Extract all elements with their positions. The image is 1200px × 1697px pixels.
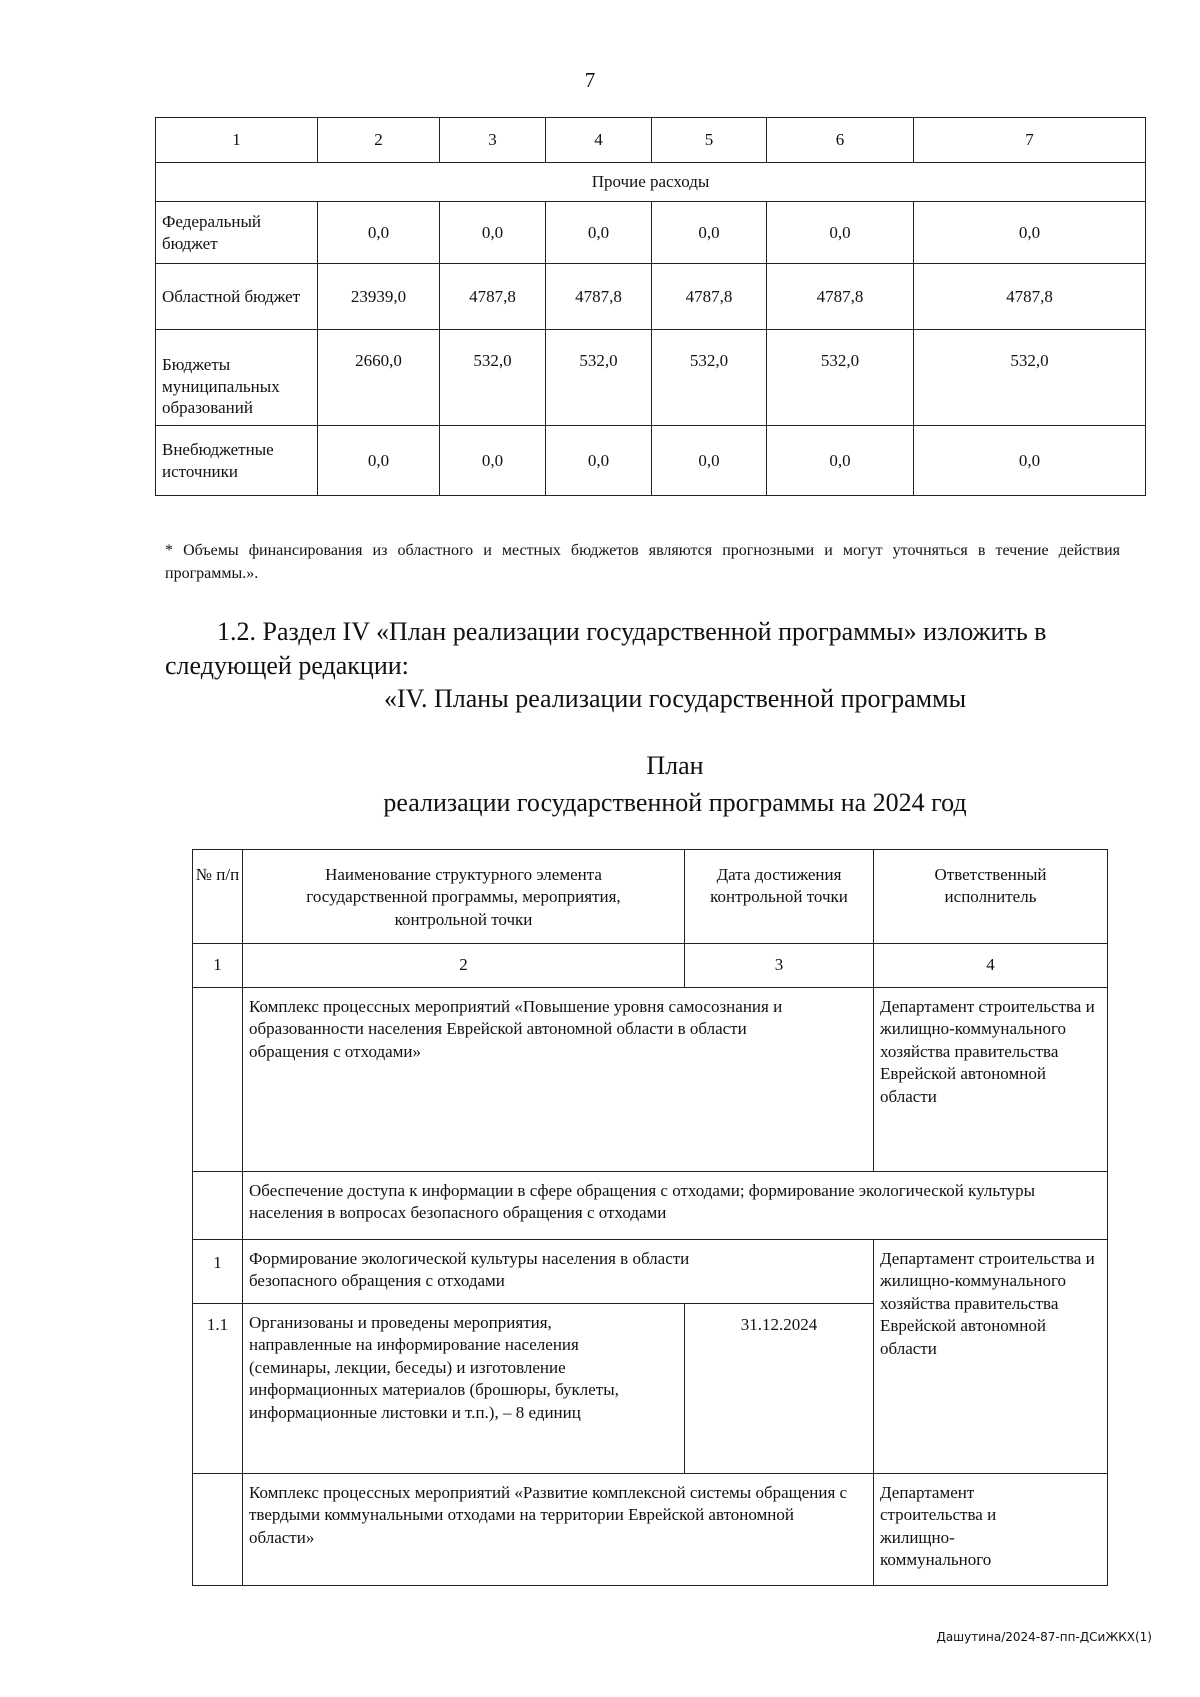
- col-number-row: [193, 944, 1108, 988]
- col-header: 2: [318, 118, 440, 163]
- amendment-paragraph: [165, 615, 1125, 683]
- table-header-row: [156, 118, 1146, 163]
- footnote: * Объемы финансирования из областного и местных бюджетов являются прогнозными и могут уточняться в течение действия программы.».: [165, 542, 1120, 582]
- cell-value: 0,0: [914, 426, 1146, 496]
- row-number: 1: [193, 1240, 243, 1304]
- table-row: [156, 330, 1146, 426]
- executor: Департамент строительства и жилищно-коммунального хозяйства правительства Еврейской автономной области: [874, 988, 1108, 1172]
- col-header-name: Наименование структурного элемента государственной программы, мероприятия, контрольной точки: [243, 850, 685, 944]
- cell-value: 0,0: [440, 202, 546, 264]
- table-row: [156, 264, 1146, 330]
- cell-value: 4787,8: [767, 264, 914, 330]
- cell-value: 532,0: [440, 330, 546, 426]
- col-number: 4: [874, 944, 1108, 988]
- col-header-number: № п/п: [193, 850, 243, 944]
- table-header-row: [193, 850, 1108, 944]
- col-header: 1: [156, 118, 318, 163]
- paragraph-text: 1.2. Раздел IV «План реализации государственной программы» изложить в следующей редакции:: [165, 617, 1047, 680]
- item-name: Организованы и проведены мероприятия, направленные на информирование населения (семинары, лекции, беседы) и изготовление информационных материалов (брошюры, буклеты, информационные листовки и т.п.), – 8 единиц: [243, 1304, 685, 1474]
- complex-name: Комплекс процессных мероприятий «Развитие комплексной системы обращения с твердыми коммунальными отходами на территории Еврейской автономной области»: [243, 1474, 874, 1586]
- executor: Департамент строительства и жилищно-коммунального: [874, 1474, 1108, 1586]
- item-name: Формирование экологической культуры населения в области безопасного обращения с отходами: [243, 1240, 874, 1304]
- cell-value: 4787,8: [914, 264, 1146, 330]
- row-label: Внебюджетные источники: [156, 426, 318, 496]
- plan-table: [192, 849, 1108, 1586]
- row-number: 1.1: [193, 1304, 243, 1474]
- col-number: 3: [685, 944, 874, 988]
- col-header: 7: [914, 118, 1146, 163]
- col-header-date: Дата достижения контрольной точки: [685, 850, 874, 944]
- cell-value: 0,0: [767, 426, 914, 496]
- table-row: [193, 988, 1108, 1172]
- cell-value: 0,0: [652, 202, 767, 264]
- cell-value: 0,0: [652, 426, 767, 496]
- plan-title-line-2: реализации государственной программы на 2024 год: [383, 787, 967, 817]
- cell-value: 0,0: [546, 202, 652, 264]
- page-number: 7: [584, 68, 596, 92]
- cell-value: 0,0: [914, 202, 1146, 264]
- section-row: [156, 163, 1146, 202]
- row-label: Бюджеты муниципальных образований: [156, 330, 318, 426]
- cell-value: 0,0: [440, 426, 546, 496]
- cell-value: 0,0: [546, 426, 652, 496]
- funding-table: [155, 117, 1146, 496]
- cell-value: 0,0: [318, 202, 440, 264]
- col-header: 6: [767, 118, 914, 163]
- table-row: [156, 426, 1146, 496]
- control-date: 31.12.2024: [685, 1304, 874, 1474]
- table-row: [156, 202, 1146, 264]
- col-header: 4: [546, 118, 652, 163]
- table-row: [193, 1172, 1108, 1240]
- col-number: 2: [243, 944, 685, 988]
- cell-value: 0,0: [318, 426, 440, 496]
- cell-value: 532,0: [914, 330, 1146, 426]
- cell-value: 4787,8: [440, 264, 546, 330]
- cell-value: 0,0: [767, 202, 914, 264]
- cell-value: 2660,0: [318, 330, 440, 426]
- row-label: Областной бюджет: [156, 264, 318, 330]
- plan-title: [165, 748, 1125, 822]
- cell-value: 532,0: [652, 330, 767, 426]
- plan-title-line-1: План: [646, 751, 704, 780]
- cell-value: 4787,8: [546, 264, 652, 330]
- cell-value: 23939,0: [318, 264, 440, 330]
- complex-name: Комплекс процессных мероприятий «Повышение уровня самосознания и образованности населения Еврейской автономной области в области обращения с отходами»: [243, 988, 874, 1172]
- col-number: 1: [193, 944, 243, 988]
- col-header: 3: [440, 118, 546, 163]
- cell-value: 532,0: [546, 330, 652, 426]
- cell-value: 4787,8: [652, 264, 767, 330]
- section-title: «IV. Планы реализации государственной программы: [383, 684, 967, 713]
- document-footer-code: Дашутина/2024-87-пп-ДСиЖКХ(1): [936, 1630, 1152, 1644]
- table-row: [193, 1474, 1108, 1586]
- col-header-executor: Ответственный исполнитель: [874, 850, 1108, 944]
- table-row: [193, 1240, 1108, 1304]
- section-title: Прочие расходы: [156, 163, 1146, 202]
- task-name: Обеспечение доступа к информации в сфере обращения с отходами; формирование экологической культуры населения в вопросах безопасного обращения с отходами: [243, 1172, 1108, 1240]
- row-label: Федеральный бюджет: [156, 202, 318, 264]
- executor: Департамент строительства и жилищно-коммунального хозяйства правительства Еврейской автономной области: [874, 1240, 1108, 1474]
- col-header: 5: [652, 118, 767, 163]
- cell-value: 532,0: [767, 330, 914, 426]
